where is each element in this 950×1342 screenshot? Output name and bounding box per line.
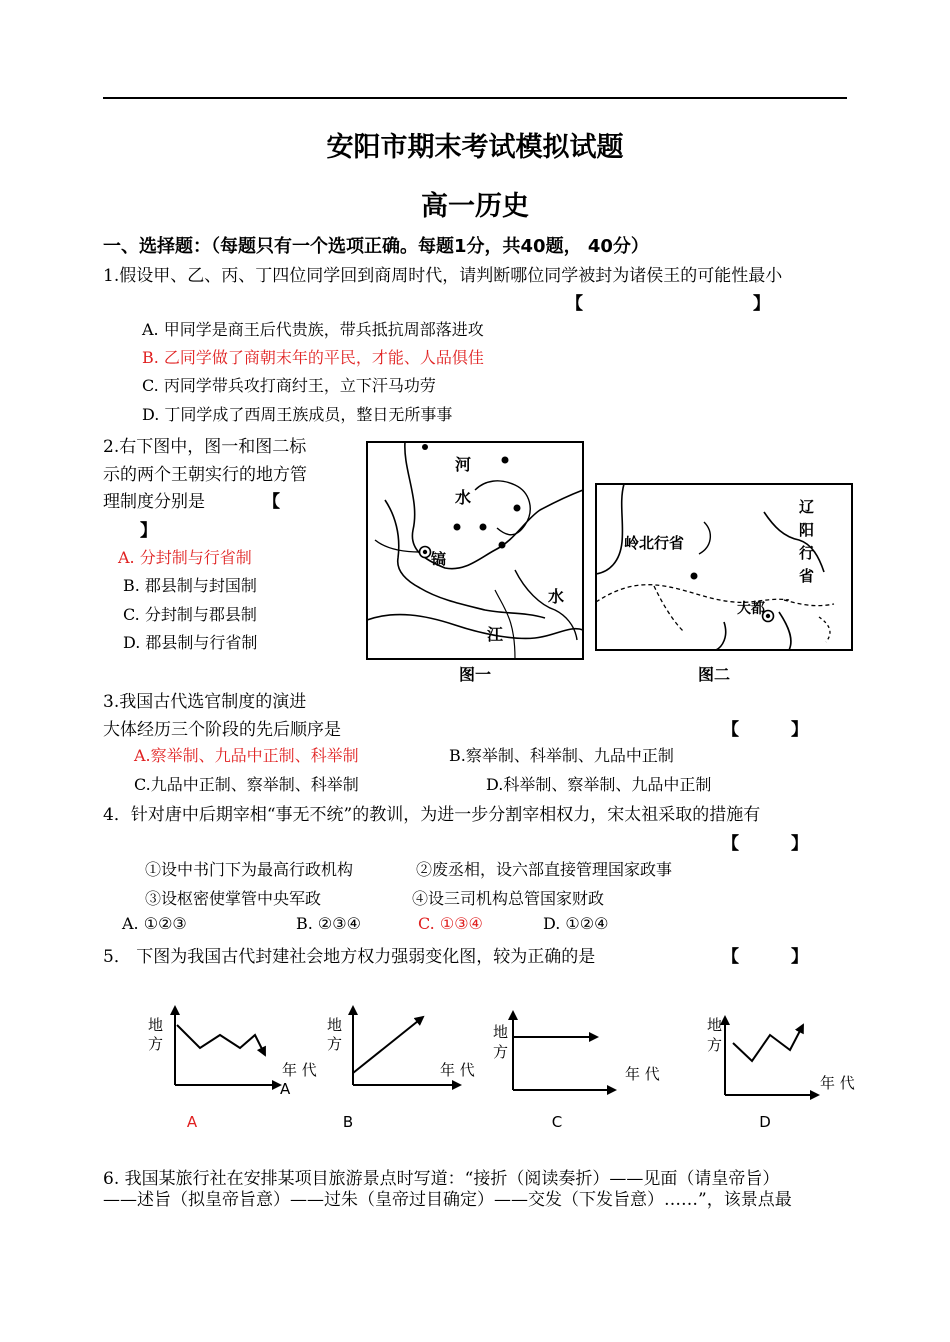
q3-bracket-close: 】 bbox=[791, 720, 808, 740]
header-rule bbox=[103, 97, 847, 99]
q5-bracket-close: 】 bbox=[791, 947, 808, 967]
map-figure-2 bbox=[594, 482, 854, 687]
graph-a bbox=[148, 1007, 317, 1131]
map2-label-xing: 行 bbox=[799, 544, 815, 562]
map1-label-he: 河 bbox=[455, 455, 472, 474]
q2-stem-line-2: 示的两个王朝实行的地方管 bbox=[103, 465, 307, 485]
q1-option-d: D. 丁同学成了西周王族成员，整日无所事事 bbox=[142, 405, 453, 424]
q6-line-1: 6. 我国某旅行社在安排某项目旅游景点时写道：“接折（阅读奏折）——见面（请皇帝旨） bbox=[103, 1169, 780, 1189]
map1-label-shui-2: 水 bbox=[548, 587, 565, 606]
q4-option-d: D. ①②④ bbox=[543, 914, 609, 933]
section-heading: 一、选择题：（每题只有一个选项正确。每题1分，共40题， 40分） bbox=[103, 236, 649, 257]
map1-label-shui: 水 bbox=[455, 488, 472, 507]
graph-d-y1: 地 bbox=[707, 1016, 723, 1034]
q2-bracket-close: 】 bbox=[140, 521, 157, 541]
q5-bracket-open: 【 bbox=[722, 947, 739, 967]
graph-a-extra: A bbox=[280, 1080, 291, 1098]
graph-d-x: 年 代 bbox=[820, 1074, 855, 1092]
q5-stem: 5． 下图为我国古代封建社会地方权力强弱变化图，较为正确的是 bbox=[103, 947, 596, 967]
q3-option-a: A.察举制、九品中正制、科举制 bbox=[134, 746, 359, 765]
graph-c-y2: 方 bbox=[493, 1043, 509, 1061]
q2-bracket-open: 【 bbox=[263, 492, 280, 512]
q1-stem: 1.假设甲、乙、丙、丁四位同学回到商周时代，请判断哪位同学被封为诸侯王的可能性最小 bbox=[103, 266, 783, 286]
q2-option-c: C. 分封制与郡县制 bbox=[123, 605, 257, 624]
graph-c bbox=[493, 1012, 660, 1131]
map1-label-hao: 镐 bbox=[431, 550, 447, 568]
q5-graphs bbox=[140, 995, 870, 1140]
q1-bracket-open: 【 bbox=[566, 294, 583, 314]
graph-c-y1: 地 bbox=[493, 1023, 509, 1041]
q4-item-3: ③设枢密使掌管中央军政 bbox=[145, 889, 322, 908]
map2-label-dadu: 大都 bbox=[737, 601, 765, 617]
q4-option-c: C. ①③④ bbox=[418, 914, 483, 933]
graph-d-label: D bbox=[759, 1113, 771, 1131]
map2-label-yang: 阳 bbox=[799, 521, 815, 539]
q2-option-a: A. 分封制与行省制 bbox=[118, 548, 252, 567]
graph-b bbox=[327, 1007, 475, 1131]
q3-stem-line-1: 3.我国古代选官制度的演进 bbox=[103, 692, 307, 712]
q3-bracket-open: 【 bbox=[722, 720, 739, 740]
q4-option-b: B. ②③④ bbox=[296, 914, 361, 933]
graph-b-y2: 方 bbox=[327, 1035, 343, 1053]
map1-caption: 图一 bbox=[458, 665, 492, 684]
q3-option-b: B.察举制、科举制、九品中正制 bbox=[449, 746, 674, 765]
q4-stem: 4．针对唐中后期宰相“事无不统”的教训，为进一步分割宰相权力，宋太祖采取的措施有 bbox=[103, 805, 761, 825]
graph-a-y2: 方 bbox=[148, 1035, 164, 1053]
q4-item-4: ④设三司机构总管国家财政 bbox=[412, 889, 605, 908]
q1-option-a: A. 甲同学是商王后代贵族，带兵抵抗周部落进攻 bbox=[142, 320, 484, 339]
q2-option-d: D. 郡县制与行省制 bbox=[123, 633, 258, 652]
map2-caption: 图二 bbox=[697, 665, 731, 684]
map2-label-sheng: 省 bbox=[799, 567, 815, 585]
q4-item-2: ②废丞相，设六部直接管理国家政事 bbox=[416, 860, 673, 879]
q4-option-a: A. ①②③ bbox=[122, 914, 187, 933]
page-subtitle: 高一历史 bbox=[421, 191, 529, 222]
graph-b-y1: 地 bbox=[327, 1016, 343, 1034]
q2-stem-line-3: 理制度分别是 bbox=[103, 492, 205, 512]
q3-stem-line-2: 大体经历三个阶段的先后顺序是 bbox=[103, 720, 341, 740]
graph-a-x: 年 代 bbox=[282, 1061, 317, 1079]
page-title: 安阳市期末考试模拟试题 bbox=[326, 132, 624, 163]
graph-b-x: 年 代 bbox=[440, 1061, 475, 1079]
graph-b-label: B bbox=[342, 1113, 354, 1131]
map1-label-jiang: 江 bbox=[487, 625, 504, 644]
map2-label-lingbei: 岭北行省 bbox=[624, 534, 685, 552]
q2-stem-line-1: 2.右下图中，图一和图二标 bbox=[103, 437, 307, 457]
graph-c-label: C bbox=[551, 1113, 563, 1131]
map2-label-liao: 辽 bbox=[799, 498, 815, 516]
graph-d-y2: 方 bbox=[707, 1036, 723, 1054]
q4-bracket-open: 【 bbox=[722, 834, 739, 854]
map-figure-1 bbox=[365, 440, 585, 685]
graph-a-y1: 地 bbox=[148, 1016, 164, 1034]
q1-option-b: B. 乙同学做了商朝末年的平民，才能、人品俱佳 bbox=[142, 348, 484, 367]
q3-option-d: D.科举制、察举制、九品中正制 bbox=[486, 775, 712, 794]
q2-option-b: B. 郡县制与封国制 bbox=[123, 576, 257, 595]
q1-option-c: C. 丙同学带兵攻打商纣王，立下汗马功劳 bbox=[142, 376, 436, 395]
graph-a-label: A bbox=[186, 1113, 198, 1131]
graph-d bbox=[707, 1016, 855, 1131]
q6-line-2: ——述旨（拟皇帝旨意）——过朱（皇帝过目确定）——交发（下发旨意）……”，该景点最 bbox=[103, 1190, 792, 1210]
q1-bracket-close: 】 bbox=[753, 294, 770, 314]
q4-item-1: ①设中书门下为最高行政机构 bbox=[145, 860, 354, 879]
q4-bracket-close: 】 bbox=[791, 834, 808, 854]
q3-option-c: C.九品中正制、察举制、科举制 bbox=[134, 775, 359, 794]
graph-c-x: 年 代 bbox=[625, 1065, 660, 1083]
